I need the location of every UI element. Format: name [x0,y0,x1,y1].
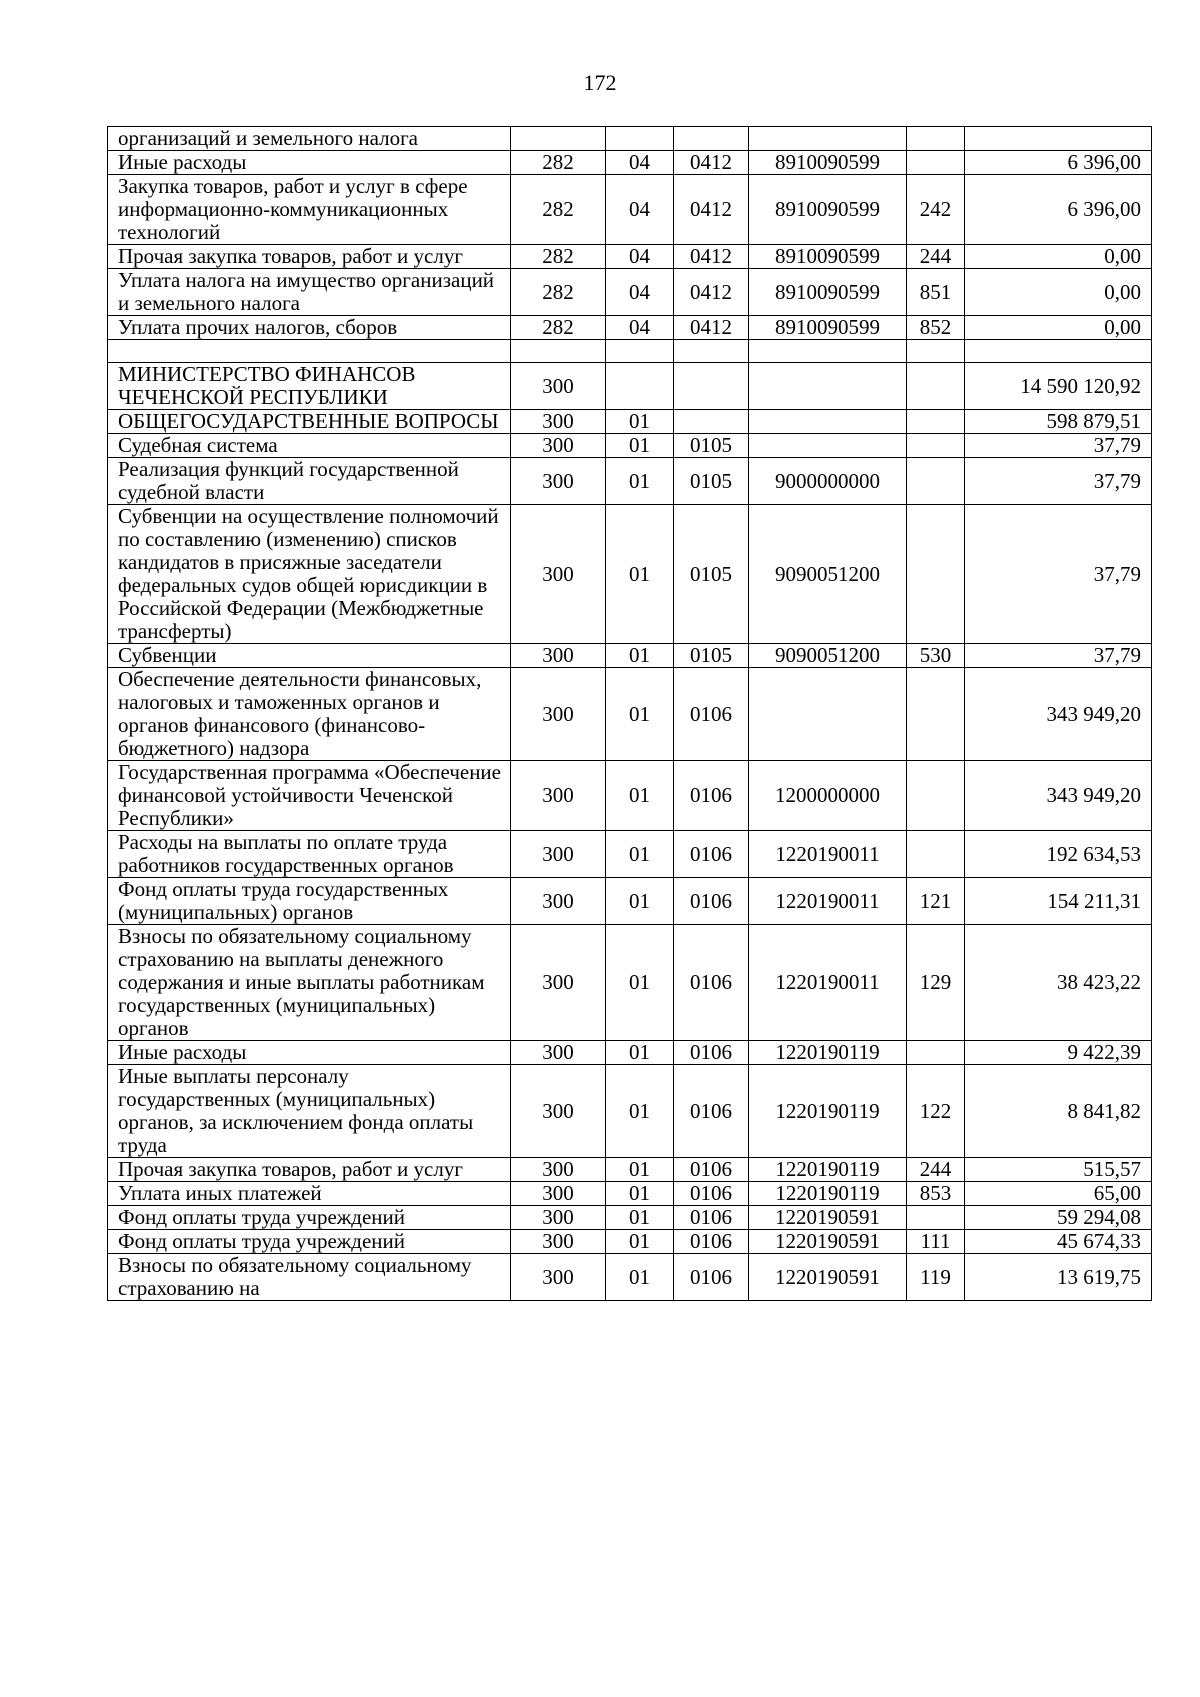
row-expense-type-code [907,761,965,831]
row-expense-type-code: 129 [907,925,965,1041]
row-target-article-code: 1220190011 [749,878,907,925]
row-subsection-code: 0412 [674,151,749,175]
row-target-article-code: 1220190591 [749,1206,907,1230]
row-name: Расходы на выплаты по оплате труда работников государственных органов [108,831,511,878]
row-amount: 14 590 120,92 [965,363,1152,410]
row-grbs-code: 300 [511,831,606,878]
row-expense-type-code: 111 [907,1230,965,1254]
row-grbs-code: 282 [511,316,606,340]
table-row [108,151,1152,175]
table-row [108,175,1152,245]
table-row [108,831,1152,878]
row-target-article-code: 8910090599 [749,151,907,175]
row-target-article-code: 1220190011 [749,925,907,1041]
row-name: Иные расходы [108,151,511,175]
table-row [108,1206,1152,1230]
row-subsection-code [674,340,749,363]
row-subsection-code: 0106 [674,1230,749,1254]
row-expense-type-code [907,363,965,410]
budget-table [107,126,1152,1301]
row-target-article-code: 1220190119 [749,1182,907,1206]
row-amount: 37,79 [965,458,1152,505]
row-section-code: 01 [606,458,674,505]
row-name: Уплата иных платежей [108,1182,511,1206]
row-subsection-code: 0105 [674,434,749,458]
row-expense-type-code [907,668,965,761]
row-subsection-code: 0412 [674,269,749,316]
row-amount: 37,79 [965,434,1152,458]
row-expense-type-code: 851 [907,269,965,316]
table-row [108,458,1152,505]
row-subsection-code: 0105 [674,644,749,668]
row-expense-type-code: 121 [907,878,965,925]
row-subsection-code: 0106 [674,668,749,761]
row-amount: 343 949,20 [965,668,1152,761]
row-amount: 9 422,39 [965,1041,1152,1065]
row-section-code: 01 [606,925,674,1041]
row-expense-type-code: 244 [907,1158,965,1182]
table-row [108,269,1152,316]
row-grbs-code: 282 [511,269,606,316]
row-subsection-code: 0106 [674,1041,749,1065]
row-subsection-code: 0105 [674,505,749,644]
row-section-code: 01 [606,1041,674,1065]
row-amount: 13 619,75 [965,1254,1152,1301]
row-grbs-code: 300 [511,761,606,831]
row-subsection-code: 0412 [674,245,749,269]
row-section-code: 01 [606,831,674,878]
row-name: Фонд оплаты труда учреждений [108,1230,511,1254]
row-subsection-code: 0412 [674,175,749,245]
row-section-code: 01 [606,761,674,831]
table-row [108,761,1152,831]
table-row [108,1182,1152,1206]
row-amount: 343 949,20 [965,761,1152,831]
table-row [108,363,1152,410]
row-amount: 0,00 [965,316,1152,340]
row-expense-type-code [907,434,965,458]
row-target-article-code: 1200000000 [749,761,907,831]
row-grbs-code: 300 [511,668,606,761]
row-subsection-code [674,363,749,410]
row-amount: 45 674,33 [965,1230,1152,1254]
row-expense-type-code [907,127,965,151]
row-name: Закупка товаров, работ и услуг в сфере информационно-коммуникационных технологий [108,175,511,245]
table-row [108,644,1152,668]
row-target-article-code: 1220190591 [749,1254,907,1301]
table-row [108,505,1152,644]
row-name: организаций и земельного налога [108,127,511,151]
row-target-article-code: 8910090599 [749,269,907,316]
row-grbs-code: 282 [511,245,606,269]
row-section-code: 01 [606,1182,674,1206]
row-target-article-code [749,363,907,410]
row-name: Субвенции [108,644,511,668]
row-name: Фонд оплаты труда учреждений [108,1206,511,1230]
table-row [108,878,1152,925]
row-grbs-code: 300 [511,878,606,925]
table-row [108,668,1152,761]
page-number: 172 [583,70,617,95]
row-target-article-code: 1220190011 [749,831,907,878]
table-row [108,410,1152,434]
row-expense-type-code: 244 [907,245,965,269]
row-subsection-code: 0106 [674,925,749,1041]
table-row [108,1254,1152,1301]
row-name: Прочая закупка товаров, работ и услуг [108,1158,511,1182]
row-target-article-code [749,668,907,761]
row-target-article-code: 9000000000 [749,458,907,505]
row-amount: 6 396,00 [965,151,1152,175]
row-section-code: 01 [606,410,674,434]
table-row [108,1041,1152,1065]
row-grbs-code: 300 [511,1254,606,1301]
row-expense-type-code [907,505,965,644]
row-grbs-code: 300 [511,434,606,458]
row-section-code: 01 [606,1206,674,1230]
row-expense-type-code [907,410,965,434]
row-name: МИНИСТЕРСТВО ФИНАНСОВ ЧЕЧЕНСКОЙ РЕСПУБЛИКИ [108,363,511,410]
row-subsection-code [674,127,749,151]
row-target-article-code: 8910090599 [749,316,907,340]
row-section-code: 04 [606,316,674,340]
row-grbs-code: 300 [511,505,606,644]
table-row [108,434,1152,458]
row-target-article-code: 1220190591 [749,1230,907,1254]
table-row [108,925,1152,1041]
row-target-article-code: 8910090599 [749,245,907,269]
row-expense-type-code [907,1041,965,1065]
row-subsection-code: 0412 [674,316,749,340]
table-row [108,316,1152,340]
row-name: Судебная система [108,434,511,458]
row-grbs-code: 300 [511,1182,606,1206]
row-section-code: 01 [606,644,674,668]
row-grbs-code [511,340,606,363]
row-section-code: 01 [606,1254,674,1301]
row-name: ОБЩЕГОСУДАРСТВЕННЫЕ ВОПРОСЫ [108,410,511,434]
row-section-code: 01 [606,505,674,644]
row-name [108,340,511,363]
row-name: Уплата налога на имущество организаций и земельного налога [108,269,511,316]
row-subsection-code: 0106 [674,761,749,831]
row-target-article-code: 1220190119 [749,1041,907,1065]
row-amount: 154 211,31 [965,878,1152,925]
table-row [108,1230,1152,1254]
row-section-code: 04 [606,175,674,245]
row-grbs-code: 300 [511,1158,606,1182]
row-grbs-code: 300 [511,1230,606,1254]
row-amount: 37,79 [965,505,1152,644]
row-amount: 59 294,08 [965,1206,1152,1230]
row-section-code [606,363,674,410]
row-expense-type-code [907,151,965,175]
row-expense-type-code: 242 [907,175,965,245]
row-target-article-code [749,434,907,458]
row-name: Субвенции на осуществление полномочий по составлению (изменению) списков кандидатов в присяжные заседатели федеральных судов общей юрисдикции в Российской Федерации (Межбюджетные трансферты) [108,505,511,644]
row-section-code: 01 [606,434,674,458]
row-section-code: 04 [606,151,674,175]
row-expense-type-code [907,340,965,363]
row-expense-type-code: 122 [907,1065,965,1158]
row-target-article-code [749,340,907,363]
row-target-article-code: 1220190119 [749,1065,907,1158]
row-amount: 6 396,00 [965,175,1152,245]
row-section-code [606,127,674,151]
row-section-code: 01 [606,878,674,925]
row-grbs-code: 300 [511,925,606,1041]
row-subsection-code [674,410,749,434]
row-grbs-code: 300 [511,363,606,410]
row-subsection-code: 0106 [674,1065,749,1158]
row-target-article-code [749,410,907,434]
row-subsection-code: 0106 [674,1206,749,1230]
row-amount: 598 879,51 [965,410,1152,434]
row-section-code: 01 [606,1230,674,1254]
row-amount: 0,00 [965,269,1152,316]
row-expense-type-code [907,458,965,505]
row-subsection-code: 0105 [674,458,749,505]
row-name: Фонд оплаты труда государственных (муниципальных) органов [108,878,511,925]
row-target-article-code [749,127,907,151]
row-name: Уплата прочих налогов, сборов [108,316,511,340]
row-amount: 37,79 [965,644,1152,668]
row-amount [965,127,1152,151]
table-row [108,1065,1152,1158]
row-grbs-code: 300 [511,1041,606,1065]
row-grbs-code: 282 [511,175,606,245]
row-name: Иные выплаты персоналу государственных (муниципальных) органов, за исключением фонда оплаты труда [108,1065,511,1158]
row-name: Взносы по обязательному социальному страхованию на выплаты денежного содержания и иные выплаты работникам государственных (муниципальных) органов [108,925,511,1041]
row-grbs-code: 282 [511,151,606,175]
row-amount: 38 423,22 [965,925,1152,1041]
row-amount: 192 634,53 [965,831,1152,878]
row-grbs-code: 300 [511,1065,606,1158]
row-expense-type-code [907,831,965,878]
row-expense-type-code: 530 [907,644,965,668]
row-section-code: 04 [606,269,674,316]
row-section-code [606,340,674,363]
row-name: Прочая закупка товаров, работ и услуг [108,245,511,269]
row-grbs-code: 300 [511,644,606,668]
row-grbs-code: 300 [511,1206,606,1230]
row-name: Государственная программа «Обеспечение финансовой устойчивости Чеченской Республики» [108,761,511,831]
row-expense-type-code: 119 [907,1254,965,1301]
table-row [108,127,1152,151]
row-grbs-code [511,127,606,151]
row-subsection-code: 0106 [674,1254,749,1301]
row-grbs-code: 300 [511,410,606,434]
row-expense-type-code [907,1206,965,1230]
row-subsection-code: 0106 [674,831,749,878]
row-section-code: 04 [606,245,674,269]
row-target-article-code: 9090051200 [749,644,907,668]
row-name: Взносы по обязательному социальному страхованию на [108,1254,511,1301]
row-amount [965,340,1152,363]
row-section-code: 01 [606,1065,674,1158]
row-subsection-code: 0106 [674,1182,749,1206]
row-target-article-code: 1220190119 [749,1158,907,1182]
table-row [108,340,1152,363]
row-amount: 515,57 [965,1158,1152,1182]
budget-table-body [108,127,1152,1301]
row-amount: 65,00 [965,1182,1152,1206]
row-amount: 8 841,82 [965,1065,1152,1158]
row-subsection-code: 0106 [674,878,749,925]
row-expense-type-code: 853 [907,1182,965,1206]
row-name: Реализация функций государственной судебной власти [108,458,511,505]
row-grbs-code: 300 [511,458,606,505]
row-amount: 0,00 [965,245,1152,269]
row-section-code: 01 [606,668,674,761]
row-name: Обеспечение деятельности финансовых, налоговых и таможенных органов и органов финансового (финансово-бюджетного) надзора [108,668,511,761]
row-expense-type-code: 852 [907,316,965,340]
row-name: Иные расходы [108,1041,511,1065]
row-target-article-code: 8910090599 [749,175,907,245]
row-section-code: 01 [606,1158,674,1182]
table-row [108,1158,1152,1182]
row-target-article-code: 9090051200 [749,505,907,644]
row-subsection-code: 0106 [674,1158,749,1182]
table-row [108,245,1152,269]
